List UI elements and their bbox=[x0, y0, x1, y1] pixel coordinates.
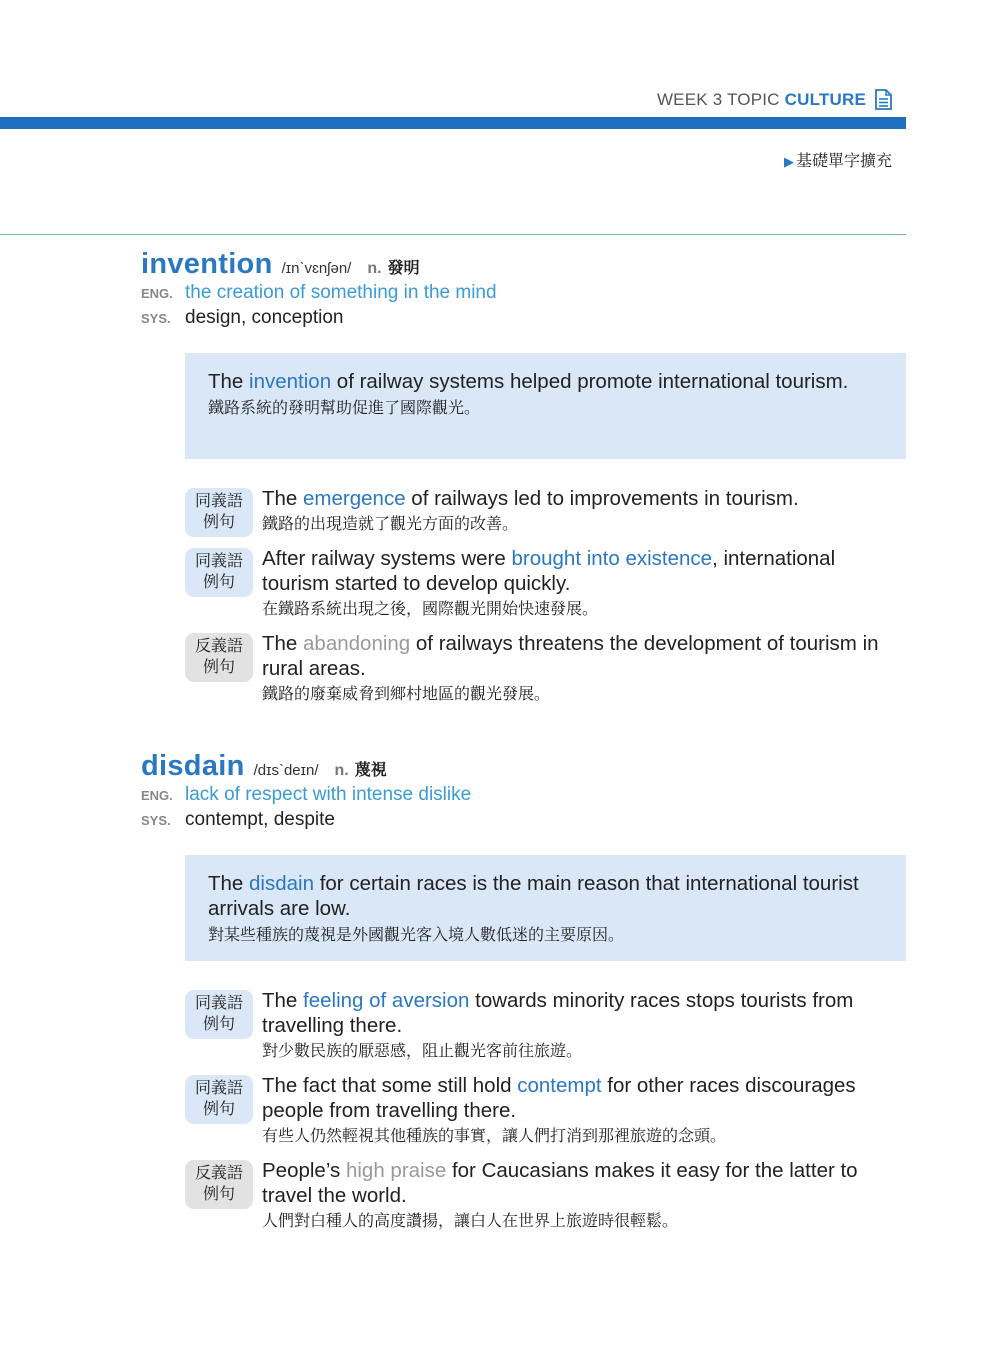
synonym-line bbox=[141, 809, 906, 834]
example-translation: 鐵路系統的發明幫助促進了國際觀光。 bbox=[208, 400, 481, 417]
header-bar bbox=[0, 117, 906, 129]
sys-tag: SYS. bbox=[141, 311, 171, 326]
triangle-marker-icon: ▶ bbox=[783, 154, 794, 169]
definition: the creation of something in the mind bbox=[185, 282, 497, 303]
definition-line bbox=[141, 784, 906, 809]
section-divider bbox=[0, 234, 906, 235]
example-translation: 對某些種族的蔑視是外國觀光客入境人數低迷的主要原因。 bbox=[208, 927, 625, 944]
section-label bbox=[784, 148, 892, 171]
sub-sentence: The feeling of aversion towards minority races stops tourists from travelling there. bbox=[262, 989, 854, 1037]
highlight-word: high praise bbox=[345, 1159, 447, 1182]
sub-sentence: The emergence of railways led to improvements in tourism. bbox=[262, 487, 799, 510]
antonym-example bbox=[185, 1158, 906, 1235]
headword: disdain bbox=[141, 750, 245, 782]
headword: invention bbox=[141, 248, 273, 280]
section-title: 基礎單字擴充 bbox=[795, 153, 892, 170]
entry-headline bbox=[141, 750, 906, 784]
synonym-example bbox=[185, 546, 906, 623]
synonym-example bbox=[185, 486, 906, 538]
definition: lack of respect with intense dislike bbox=[185, 784, 472, 805]
synonym-badge: 同義語 例句 bbox=[185, 488, 253, 537]
document-icon bbox=[875, 89, 892, 110]
sub-translation: 在鐵路系統出現之後，國際觀光開始快速發展。 bbox=[262, 601, 599, 618]
sub-translation: 人們對白種人的高度讚揚，讓白人在世界上旅遊時很輕鬆。 bbox=[262, 1213, 679, 1230]
synonyms: design, conception bbox=[185, 307, 344, 328]
antonym-example bbox=[185, 631, 906, 708]
sub-translation: 有些人仍然輕視其他種族的事實，讓人們打消到那裡旅遊的念頭。 bbox=[262, 1128, 727, 1145]
page-header-label bbox=[657, 89, 892, 110]
phonetic: /dɪsˋdeɪn/ bbox=[253, 762, 319, 779]
highlight-word: brought into existence bbox=[511, 547, 713, 570]
sub-translation: 鐵路的廢棄威脅到鄉村地區的觀光發展。 bbox=[262, 686, 551, 703]
sub-sentence: The fact that some still hold contempt for other races discourages people from travelling there. bbox=[262, 1074, 856, 1122]
antonym-badge: 反義語 例句 bbox=[185, 1160, 253, 1209]
week-label: WEEK 3 TOPIC bbox=[656, 89, 780, 109]
sub-sentence: People’s high praise for Caucasians makes it easy for the latter to travel the world. bbox=[262, 1159, 858, 1207]
highlight-word: contempt bbox=[517, 1074, 602, 1097]
phonetic: /ɪnˋvɛnʃən/ bbox=[281, 260, 352, 277]
part-of-speech: n. bbox=[367, 260, 382, 277]
topic-label: CULTURE bbox=[784, 89, 866, 109]
synonym-badge: 同義語 例句 bbox=[185, 1075, 253, 1124]
sys-tag: SYS. bbox=[141, 813, 171, 828]
highlight-word: disdain bbox=[249, 872, 314, 895]
highlight-word: feeling of aversion bbox=[303, 989, 470, 1012]
entry-headline bbox=[141, 248, 906, 282]
synonym-example bbox=[185, 1073, 906, 1150]
definition-line bbox=[141, 282, 906, 307]
vocab-entry bbox=[141, 248, 906, 708]
antonym-badge: 反義語 例句 bbox=[185, 633, 253, 682]
example-box bbox=[185, 855, 906, 961]
synonym-example bbox=[185, 988, 906, 1065]
highlight-word: abandoning bbox=[303, 632, 411, 655]
example-box bbox=[185, 353, 906, 459]
eng-tag: ENG. bbox=[141, 286, 173, 301]
sub-sentence: The abandoning of railways threatens the development of tourism in rural areas. bbox=[262, 632, 879, 680]
example-sentence: The disdain for certain races is the main reason that international tourist arrivals are low. bbox=[208, 872, 859, 920]
eng-tag: ENG. bbox=[141, 788, 173, 803]
synonyms: contempt, despite bbox=[185, 809, 335, 830]
vocab-entry bbox=[141, 750, 906, 1235]
highlight-word: invention bbox=[249, 370, 332, 393]
highlight-word: emergence bbox=[303, 487, 406, 510]
example-sentence: The invention of railway systems helped promote international tourism. bbox=[208, 370, 849, 393]
sub-translation: 對少數民族的厭惡感，阻止觀光客前往旅遊。 bbox=[262, 1043, 583, 1060]
sub-sentence: After railway systems were brought into existence, international tourism started to develop quickly. bbox=[262, 547, 836, 595]
synonym-line bbox=[141, 307, 906, 332]
synonym-badge: 同義語 例句 bbox=[185, 990, 253, 1039]
synonym-badge: 同義語 例句 bbox=[185, 548, 253, 597]
part-of-speech: n. bbox=[334, 762, 349, 779]
chinese-meaning: 發明 bbox=[387, 260, 420, 277]
chinese-meaning: 蔑視 bbox=[354, 762, 387, 779]
sub-translation: 鐵路的出現造就了觀光方面的改善。 bbox=[262, 516, 519, 533]
